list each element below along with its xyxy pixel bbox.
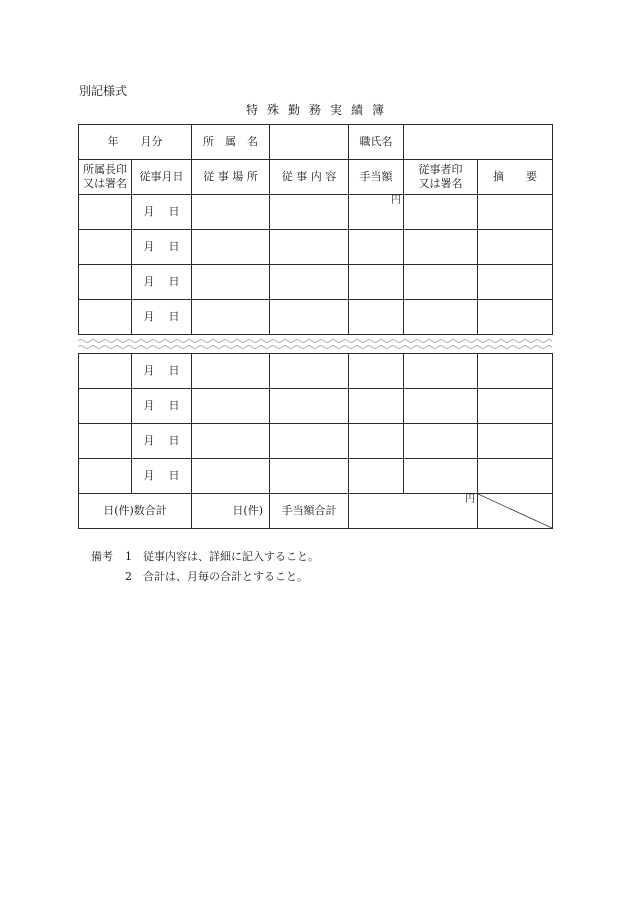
month-label: 月 [143,399,155,413]
work-date-cell[interactable] [132,300,192,335]
days-count-label: 日(件)数合計 [79,494,192,529]
work-content-cell[interactable] [270,354,349,389]
work-content-cell[interactable] [270,265,349,300]
work-place-cell[interactable] [192,354,270,389]
year-month-cell[interactable] [79,125,192,160]
day-label: 日 [168,205,180,219]
table-row [79,195,553,230]
note-item [91,547,319,567]
day-label: 日 [168,434,180,448]
day-label: 日 [168,364,180,378]
note-item [91,567,319,587]
day-label: 日 [168,399,180,413]
col-worker-seal [404,160,478,195]
table-row [79,300,553,335]
remarks-cell[interactable] [478,389,553,424]
remarks-cell[interactable] [478,265,553,300]
worker-seal-cell[interactable] [404,389,478,424]
notes-heading: 備考 [91,550,113,563]
col-work-date: 従事月日 [132,160,192,195]
remarks-cell[interactable] [478,195,553,230]
remarks-cell[interactable] [478,354,553,389]
table-row [79,459,553,494]
work-date-cell[interactable] [132,459,192,494]
affiliation-field[interactable] [270,125,349,160]
yen-unit: 円 [465,494,475,505]
allowance-cell[interactable] [349,300,404,335]
allowance-cell[interactable] [349,459,404,494]
work-content-cell[interactable] [270,459,349,494]
col-worker-seal-line2: 又は署名 [418,177,463,190]
col-work-content: 従 事 内 容 [270,160,349,195]
notes [91,547,319,587]
worker-seal-cell[interactable] [404,265,478,300]
form-label: 別記様式 [79,84,128,98]
month-label: 月 [143,275,155,289]
work-place-cell[interactable] [192,265,270,300]
note-text: 合計は、月毎の合計とすること。 [143,570,308,583]
diagonal-line [478,494,552,528]
note-number: 1 [125,550,132,563]
work-date-cell[interactable] [132,354,192,389]
table-row [79,230,553,265]
work-date-cell[interactable] [132,230,192,265]
supervisor-seal-cell[interactable] [79,459,132,494]
month-label: 月 [143,240,155,254]
table-row [79,265,553,300]
year-label: 年 [107,135,119,149]
diagonal-cell [478,494,553,529]
work-date-cell[interactable] [132,424,192,459]
col-work-place: 従 事 場 所 [192,160,270,195]
remarks-cell[interactable] [478,424,553,459]
work-place-cell[interactable] [192,389,270,424]
allowance-cell[interactable] [349,424,404,459]
col-remarks: 摘 要 [478,160,553,195]
record-sheet [78,124,552,529]
remarks-cell[interactable] [478,230,553,265]
worker-seal-cell[interactable] [404,459,478,494]
month-part-label: 月分 [140,135,163,149]
col-allowance: 手当額 [349,160,404,195]
allowance-cell[interactable] [349,265,404,300]
work-content-cell[interactable] [270,424,349,459]
month-label: 月 [143,434,155,448]
days-count-field[interactable] [192,494,270,529]
month-label: 月 [143,205,155,219]
work-content-cell[interactable] [270,195,349,230]
table-row [79,424,553,459]
remarks-cell[interactable] [478,459,553,494]
work-place-cell[interactable] [192,300,270,335]
days-unit: 日(件) [232,504,263,518]
col-supervisor-seal-line2: 又は署名 [83,177,127,190]
worker-seal-cell[interactable] [404,354,478,389]
col-supervisor-seal [79,160,132,195]
day-label: 日 [168,275,180,289]
work-content-cell[interactable] [270,300,349,335]
record-table-upper [78,124,553,335]
remarks-cell[interactable] [478,300,553,335]
worker-seal-cell[interactable] [404,195,478,230]
yen-unit: 円 [391,195,401,206]
record-table-lower [78,353,553,529]
allowance-cell[interactable] [349,195,404,230]
allowance-total-label: 手当額合計 [270,494,349,529]
day-label: 日 [168,240,180,254]
work-content-cell[interactable] [270,230,349,265]
allowance-cell[interactable] [349,230,404,265]
supervisor-seal-cell[interactable] [79,354,132,389]
note-text: 従事内容は、詳細に記入すること。 [143,550,319,563]
wave-line-top [78,340,552,343]
work-place-cell[interactable] [192,424,270,459]
work-date-cell[interactable] [132,265,192,300]
col-worker-seal-line1: 従事者印 [418,163,463,177]
work-place-cell[interactable] [192,230,270,265]
column-header-row [79,160,553,195]
supervisor-seal-cell[interactable] [79,195,132,230]
work-place-cell[interactable] [192,459,270,494]
table-row [79,389,553,424]
document-title: 特殊勤務実績簿 [245,103,393,117]
work-content-cell[interactable] [270,389,349,424]
header-row [79,125,553,160]
allowance-cell[interactable] [349,389,404,424]
table-break-wave [78,335,552,353]
worker-seal-cell[interactable] [404,230,478,265]
note-number: 2 [125,570,132,583]
job-name-field[interactable] [404,125,553,160]
col-supervisor-seal-line1: 所属長印 [83,163,127,177]
affiliation-label: 所 属 名 [192,125,270,160]
supervisor-seal-cell[interactable] [79,389,132,424]
supervisor-seal-cell[interactable] [79,265,132,300]
month-label: 月 [143,310,155,324]
work-place-cell[interactable] [192,195,270,230]
table-row [79,354,553,389]
supervisor-seal-cell[interactable] [79,230,132,265]
month-label: 月 [143,469,155,483]
worker-seal-cell[interactable] [404,300,478,335]
day-label: 日 [168,469,180,483]
month-label: 月 [143,364,155,378]
wave-line-bottom [78,346,552,349]
work-date-cell[interactable] [132,389,192,424]
totals-row [79,494,553,529]
work-date-cell[interactable] [132,195,192,230]
allowance-cell[interactable] [349,354,404,389]
supervisor-seal-cell[interactable] [79,424,132,459]
job-name-label: 職氏名 [349,125,404,160]
allowance-total-field[interactable] [349,494,478,529]
worker-seal-cell[interactable] [404,424,478,459]
supervisor-seal-cell[interactable] [79,300,132,335]
day-label: 日 [168,310,180,324]
